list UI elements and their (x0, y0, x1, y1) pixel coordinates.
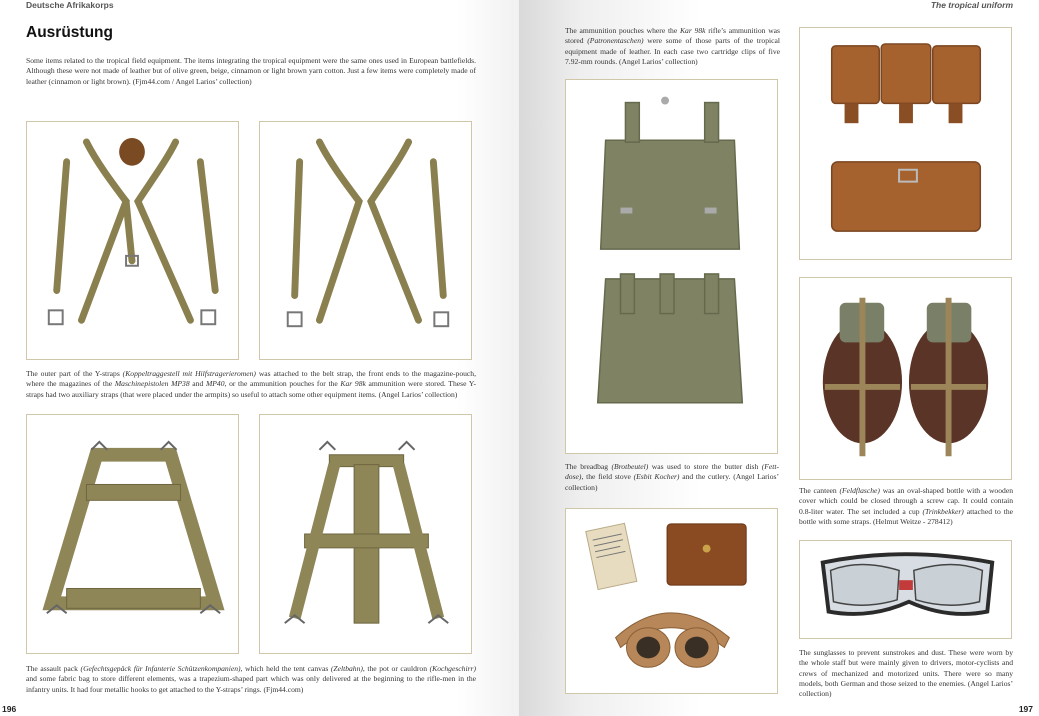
kit-items-illustration (566, 509, 777, 693)
ammo-pouch-caption: The ammunition pouches where the Kar 98k rifle’s ammunition was stored (Patronentaschen) were some of those parts of the tropical equipment made of leather. In each case two cartridge clips of five 7.92-mm rounds. (Angel Larios’ collection) (565, 26, 781, 66)
page-number-right: 197 (1018, 704, 1033, 714)
breadbag-photo (565, 79, 778, 454)
y-straps-photo-2 (259, 121, 472, 360)
assault-pack-photo-2 (259, 414, 472, 654)
sunglasses-illustration (800, 541, 1011, 638)
breadbag-illustration (566, 80, 777, 453)
ammo-pouches-photo (799, 27, 1012, 260)
sunglasses-photo (799, 540, 1012, 639)
sunglasses-caption: The sunglasses to prevent sunstrokes and dust. These were worn by the whole staff but were mainly given to drivers, motor-cyclists and crews of mechanized and motorized units. There were so many models, both German and those seized to the enemies. (Angel Larios’ collection) (799, 648, 1013, 699)
assault-pack-photo-1 (26, 414, 239, 654)
right-page (519, 0, 1039, 716)
left-page (0, 0, 519, 716)
breadbag-caption: The breadbag (Brotbeutel) was used to store the butter dish (Fett-dose), the field stove (Esbit Kocher) and the cutlery. (Angel Larios’ collection) (565, 462, 780, 492)
ammo-pouches-illustration (800, 28, 1011, 259)
assault-pack-caption: The assault pack (Gefechtsgepäck für Infanterie Schützenkompanien), which held the tent canvas (Zeltbahn), the pot or cauldron (Kochgeschirr) and some fabric bag to store different elements, was a trapezium-shaped part which was only delivered at the beginning to the rifle-men in the infantry units. It had four metallic hooks to get attached to the Y-straps’ rings. (Fjm44.com) (26, 664, 476, 694)
y-straps-illustration (27, 122, 238, 359)
canteen-caption: The canteen (Feldflasche) was an oval-shaped bottle with a wooden cover which could be closed through a screw cap. It could contain 0.8-liter water. The set included a cup (Trinkbekker) attached to the bottle with some straps. (Helmut Weitze - 278412) (799, 486, 1013, 526)
assault-pack-illustration (27, 415, 238, 653)
intro-paragraph: Some items related to the tropical field equipment. The items integrating the tropical equipment were the same ones used in European battlefields. Although these were not made of leather but of olive green, beige, cinnamon or light brown yarn cotton. Just a few items were completely made of leather (cinnamon or light brown). (Fjm44.com / Angel Larios’ collection) (26, 56, 476, 86)
y-straps-photo-1 (26, 121, 239, 360)
canteen-photo (799, 277, 1012, 480)
running-head-left: Deutsche Afrikakorps (26, 0, 114, 10)
y-straps-caption: The outer part of the Y-straps (Koppeltraggestell mit Hilfstragerieromen) was attached to the belt strap, the front ends to the magazine-pouch, where the magazines of the Maschinepistolen MP38 and MP40, or the ammunition pouches for the Kar 98k ammunition were stored. These Y-straps had two auxiliary straps (that were placed under the armpits) so useful to attach some other equipment items. (Angel Larios’ collection) (26, 369, 476, 399)
canteen-illustration (800, 278, 1011, 479)
kit-items-photo (565, 508, 778, 694)
running-head-right: The tropical uniform (930, 0, 1013, 10)
page-number-left: 196 (2, 704, 17, 714)
section-title: Ausrüstung (26, 24, 113, 41)
